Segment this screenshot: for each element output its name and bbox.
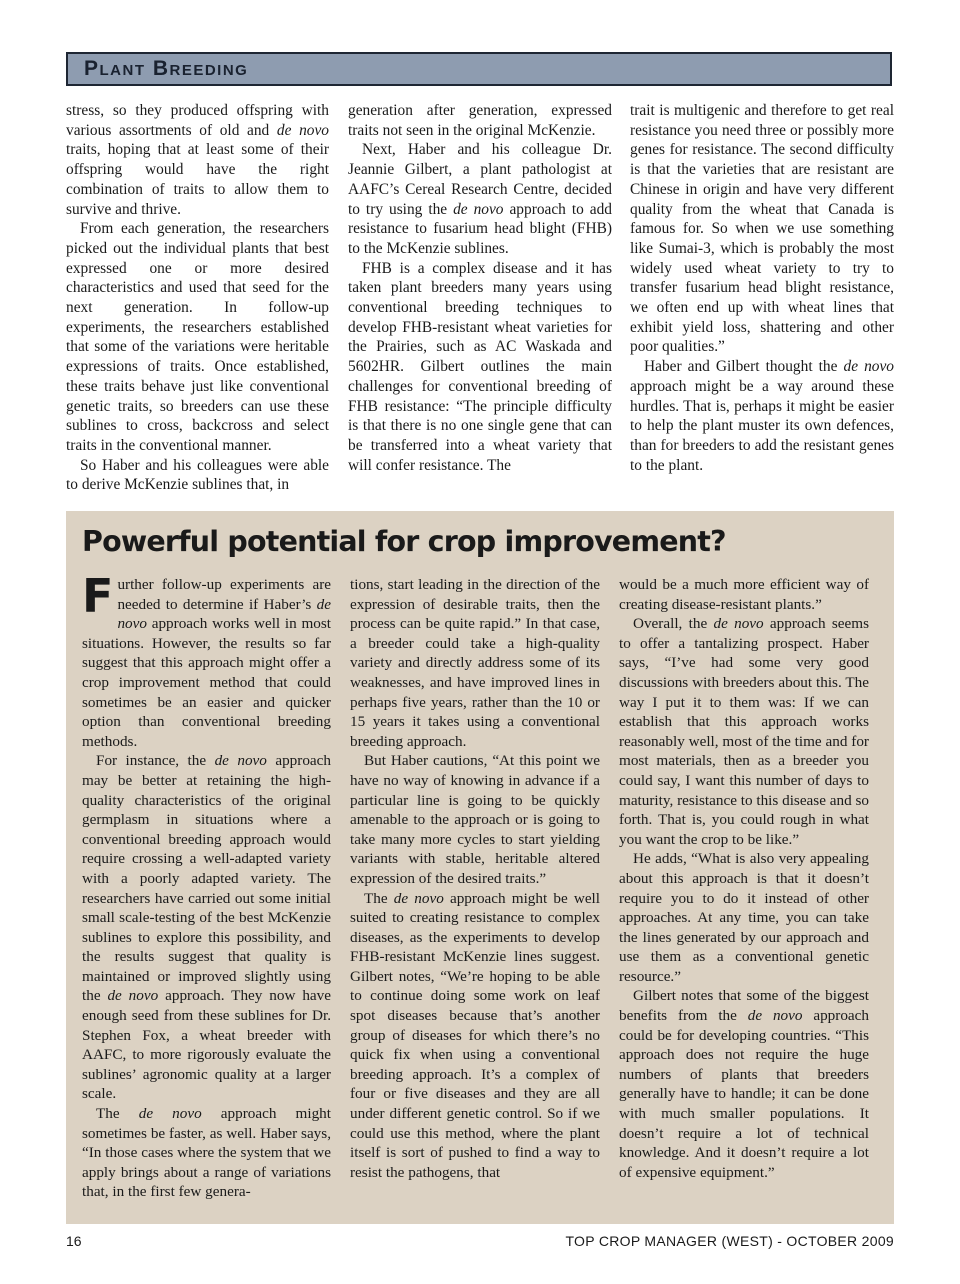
- article-column-3: [630, 101, 894, 499]
- sidebar-column-2: [350, 575, 600, 1215]
- sidebar-box: [66, 511, 894, 1224]
- paragraph: From each generation, the researchers picked out the individual plants that best expressed one or more desired characteristics and used that seed for the next generation. In follow-up experiments, the researchers established that some of the variations were heritable expressions of traits. Once established, these traits behave just like conventional genetic traits, so breeders can use these sublines to cross, backcross and select traits in the conventional manner.: [66, 220, 329, 454]
- sidebar-body: [82, 575, 872, 1215]
- article-column-1: [66, 101, 329, 499]
- paragraph: Next, Haber and his colleague Dr. Jeannie Gilbert, a plant pathologist at AAFC’s Cereal Research Centre, decided to try using the de novo approach to add resistance to fusarium head blight (FHB) to the McKenzie sublines.: [348, 141, 612, 257]
- paragraph: stress, so they produced offspring with various assortments of old and de novo traits, hoping that at least some of their offspring would have the right combination of traits to allow them to survive and thrive.: [66, 102, 329, 218]
- paragraph: So Haber and his colleagues were able to derive McKenzie sublines that, in: [66, 456, 329, 494]
- sidebar-column-3: [619, 575, 869, 1215]
- paragraph: FHB is a complex disease and it has taken plant breeders many years using conventional breeding techniques to develop FHB-resistant wheat varieties for the Prairies, such as AC Waskada and 5602HR. Gilbert outlines the main challenges for conventional breeding of FHB resistance: “The principle difficulty is that there is no one single gene that can be transferred into a wheat variety that will confer resistance. The: [348, 259, 612, 474]
- drop-cap: F: [82, 575, 114, 623]
- sidebar-title: Powerful potential for crop improvement?: [82, 525, 726, 558]
- section-title: Plant Breeding: [84, 57, 249, 80]
- paragraph: would be a much more efficient way of creating disease-resistant plants.”: [619, 576, 869, 613]
- paragraph: The de novo approach might sometimes be faster, as well. Haber says, “In those cases where the system that we apply brings about a range of variations that, in the first few genera-: [82, 1105, 331, 1201]
- sidebar-column-1: [82, 575, 331, 1215]
- paragraph: Haber and Gilbert thought the de novo approach might be a way around these hurdles. That is, perhaps it might be easier to help the plant muster its own defences, than for breeders to add the resistant genes to the plant.: [630, 358, 894, 474]
- article-body-top: [66, 101, 894, 499]
- paragraph: For instance, the de novo approach may be better at retaining the high-quality characteristics of the original germplasm in situations where a conventional breeding approach would require crossing a well-adapted variety with a poorly adapted variety. The researchers have carried out some initial small scale-testing of the best McKenzie sublines to explore this possibility, and the results suggest that quality is maintained or improved slightly using the de novo approach. They now have enough seed from these sublines for Dr. Stephen Fox, a wheat breeder with AAFC, to more rigorously evaluate the sublines’ agronomic quality at a larger scale.: [82, 752, 331, 1103]
- paragraph: He adds, “What is also very appealing about this approach is that it doesn’t require you to do it instead of other approaches. At any time, you can take the lines generated by our approach and use them as a conventional genetic resource.”: [619, 850, 869, 985]
- section-header-bar: [66, 52, 892, 86]
- page-number: 16: [66, 1233, 82, 1249]
- paragraph: Further follow-up experiments are needed to determine if Haber’s de novo approach works well in most situations. However, the results so far suggest that this approach might offer a crop improvement method that could sometimes be an easier and quicker option than conventional breeding methods.: [82, 575, 331, 750]
- publication-footer: TOP CROP MANAGER (WEST) - OCTOBER 2009: [565, 1233, 894, 1249]
- paragraph: tions, start leading in the direction of the expression of desirable traits, then the process can be quite rapid.” In that case, a breeder could take a high-quality variety and directly address some of its weaknesses, and have improved lines in perhaps five years, rather than the 10 or 15 years it takes using a conventional breeding approach.: [350, 576, 600, 750]
- paragraph: Gilbert notes that some of the biggest benefits from the de novo approach could be for developing countries. “This approach does not require the huge numbers of plants that breeders generally have to handle; it can be done with much smaller populations. It doesn’t require a lot of technical knowledge. And it doesn’t require a lot of expensive equipment.”: [619, 987, 869, 1181]
- paragraph: But Haber cautions, “At this point we have no way of knowing in advance if a particular line is going to be quickly amenable to the approach or is going to take many more cycles to start yielding variants with stable, heritable altered expression of the desired traits.”: [350, 752, 600, 887]
- paragraph: The de novo approach might be well suited to creating resistance to complex diseases, as the experiments to develop FHB-resistant McKenzie lines suggest. Gilbert notes, “We’re hoping to be able to continue doing some work on leaf spot diseases because that’s another group of diseases for which there’s no quick fix when using a conventional breeding approach. It’s a complex of four or five diseases and they are all under different genetic control. So if we could use this method, where the plant itself is sort of pushed to find a way to resist the pathogens, that: [350, 889, 600, 1181]
- paragraph: generation after generation, expressed traits not seen in the original McKenzie.: [348, 102, 612, 139]
- paragraph: trait is multigenic and therefore to get real resistance you need three or possibly more genes for resistance. The second difficulty is that the varieties that are resistant are Chinese in origin and have very different quality from the wheat that Canada is famous for. So when we use something like Sumai-3, which is probably the most widely used wheat variety to try to transfer fusarium head blight resistance, we often end up with wheat lines that exhibit yield loss, shattering and other poor qualities.”: [630, 102, 894, 356]
- article-column-2: [348, 101, 612, 499]
- paragraph: Overall, the de novo approach seems to offer a tantalizing prospect. Haber says, “I’ve had some very good discussions with breeders about this. The way I put it to them was: If we can establish that this approach works reasonably well, most of the time and for most materials, then as a breeder you could say, I want this number of days to maturity, resistance to this disease and so forth. That is, you could rough in what you want the crop to be like.”: [619, 615, 869, 848]
